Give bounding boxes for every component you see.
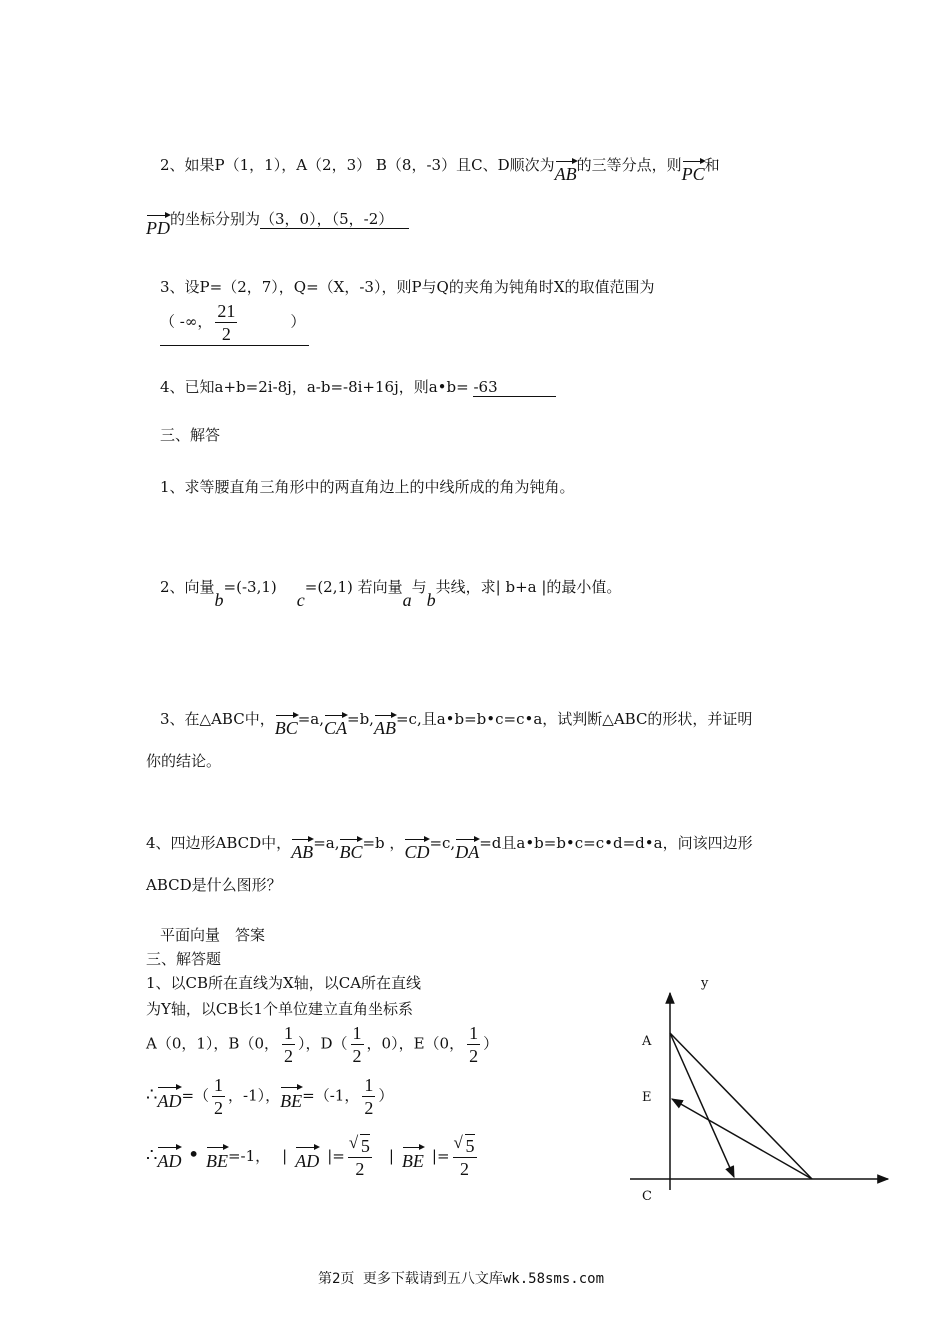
fraction-half [351,1022,364,1067]
q3-t1: =a, [297,710,324,728]
num: 1 [364,1075,374,1095]
den: 2 [355,1159,365,1179]
dot-value: =-1， [227,1147,271,1165]
fraction-half [282,1022,295,1067]
coordinate-figure [620,965,900,1215]
q2-b-value: =(-3,1) [223,578,277,596]
vector-ab: AB [555,158,577,185]
vector-ca: CA [324,712,347,739]
problem-2-line1 [160,148,720,184]
question-3 [160,702,753,738]
q4-t1: =a, [313,834,340,852]
problem-2-mid: 的三等分点，则 [576,156,682,174]
problem-2-coord-label: 的坐标分别为 [170,210,261,228]
label-a: A [642,1034,652,1049]
vector-c: c [296,590,305,610]
page-footer: 第2页 更多下载请到五八文库wk.58sms.com [318,1271,605,1287]
den: 2 [284,1046,293,1066]
q3-t2: =b, [347,710,374,728]
num: 1 [214,1075,224,1095]
vector-be: BE [206,1144,228,1172]
question-2 [160,576,622,610]
numerator: 21 [217,301,236,321]
vector-da: DA [455,836,479,863]
problem-4-text: 4、已知a+b=2i-8j，a-b=-8i+16j，则a•b= [160,378,474,396]
q2-post: 共线，求| b+a |的最小值。 [435,578,622,596]
problem-3-text: 3、设P=（2，7），Q=（X，-3），则P与Q的夹角为钝角时X的取值范围为 [160,278,655,296]
coords-end: ） [483,1034,499,1053]
vector-ad: AD [295,1144,319,1172]
denominator: 2 [221,324,231,344]
answers-section: 三、解答题 [146,950,222,968]
abs-bar: | [282,1147,288,1165]
be-value-1: =（-1， [302,1086,360,1105]
q4-t2: =b ， [362,834,405,852]
den: 2 [469,1046,479,1066]
num [453,1134,477,1158]
num: 1 [352,1023,362,1043]
segment-be [672,1099,812,1179]
q3-t3: =c,且a•b=b•c=c•a，试判断△ABC的形状，并证明 [395,710,753,728]
question-1: 1、求等腰直角三角形中的两直角边上的中线所成的角为钝角。 [160,478,575,496]
coords-a-b: A（0，1），B（0， [146,1034,279,1053]
label-c: C [642,1189,652,1204]
vector-be: BE [402,1144,424,1172]
den: 2 [214,1098,224,1118]
label-e: E [642,1090,652,1105]
answers-line2: 为Y轴，以CB长1个单位建立直角坐标系 [146,1000,413,1018]
therefore: ∴ [146,1084,158,1106]
fraction-half [467,1022,480,1067]
vector-bc-q4: BC [339,836,362,863]
answers-line1: 1、以CB所在直线为X轴，以CA所在直线 [146,974,422,992]
vector-b-2: b [426,590,436,610]
problem-2-line2 [146,202,409,238]
abs-bar: | [388,1147,394,1165]
vector-ad: AD [157,1144,181,1172]
problem-2-answer: （3，0），（5，-2） [260,210,409,229]
den: 2 [460,1159,470,1179]
vector-bc: BC [275,712,298,739]
vector-ab-q4: AB [291,836,313,863]
q2-c-value: =(2,1) 若向量 [304,578,403,596]
fraction-half [362,1074,375,1119]
question-4 [146,826,753,862]
answers-title: 平面向量 答案 [160,926,266,944]
answers-dot-product: ∴AD • BE=-1， | AD |= √ $\frac{5}{2}$ | BE |= √ $\frac{5}{2}$ [146,1134,480,1180]
num [348,1134,372,1158]
vector-b: b [214,590,224,610]
segment-ad [670,1033,734,1177]
ad-value-1: =（ [181,1086,210,1105]
den: 2 [352,1046,362,1066]
be-value-2: ） [378,1086,394,1105]
fraction-half [212,1074,225,1119]
abs-eq: |= [327,1147,345,1165]
problem-2-prefix: 2、如果P（1，1），A（2，3） B（8，-3）且C、D顺次为 [160,156,555,174]
abs-eq: |= [431,1147,450,1165]
q3-prefix: 3、在△ABC中， [160,710,275,728]
coords-d: ），D（ [298,1034,348,1053]
question-3-line2: 你的结论。 [146,752,222,770]
problem-3-answer [160,300,309,346]
den: 2 [364,1098,374,1118]
q4-t3: =c, [429,834,456,852]
problem-4-answer: -63 [473,378,555,397]
vector-a: a [402,590,412,610]
label-y: y [701,976,709,991]
vector-cd: CD [404,836,429,863]
vector-ab-q3: AB [374,712,396,739]
sqrt-5: √ 5 [360,1134,370,1157]
segment-ab [670,1033,812,1179]
ad-value-2: ，-1）， [228,1086,281,1105]
q4-t4: =d且a•b=b•c=c•d=d•a，问该四边形 [479,834,753,852]
q2-with: 与 [411,578,427,596]
fraction-21-2 [215,300,237,345]
num: 1 [469,1023,479,1043]
answer-suffix: ） [290,312,306,331]
question-4-line2: ABCD是什么图形？ [146,876,282,894]
num: 1 [284,1023,293,1043]
vector-ad: AD [157,1084,181,1112]
fraction-sqrt5-2 [348,1134,372,1180]
problem-4 [160,376,556,397]
vector-be: BE [280,1084,302,1112]
therefore: ∴ [146,1145,158,1166]
answers-ad-be [146,1074,393,1119]
fraction-sqrt5-2 [453,1134,477,1180]
sqrt-5: √ 5 [465,1134,475,1157]
q4-prefix: 4、四边形ABCD中， [146,834,292,852]
answers-coords [146,1022,498,1067]
answer-prefix: （ -∞， [160,312,213,331]
vector-pc: PC [682,158,705,185]
q2-prefix: 2、向量 [160,578,215,596]
coords-e: ，0），E（0， [366,1034,465,1053]
vector-pd: PD [146,212,170,239]
problem-2-post: 和 [704,156,720,174]
section-heading: 三、解答 [160,426,221,444]
